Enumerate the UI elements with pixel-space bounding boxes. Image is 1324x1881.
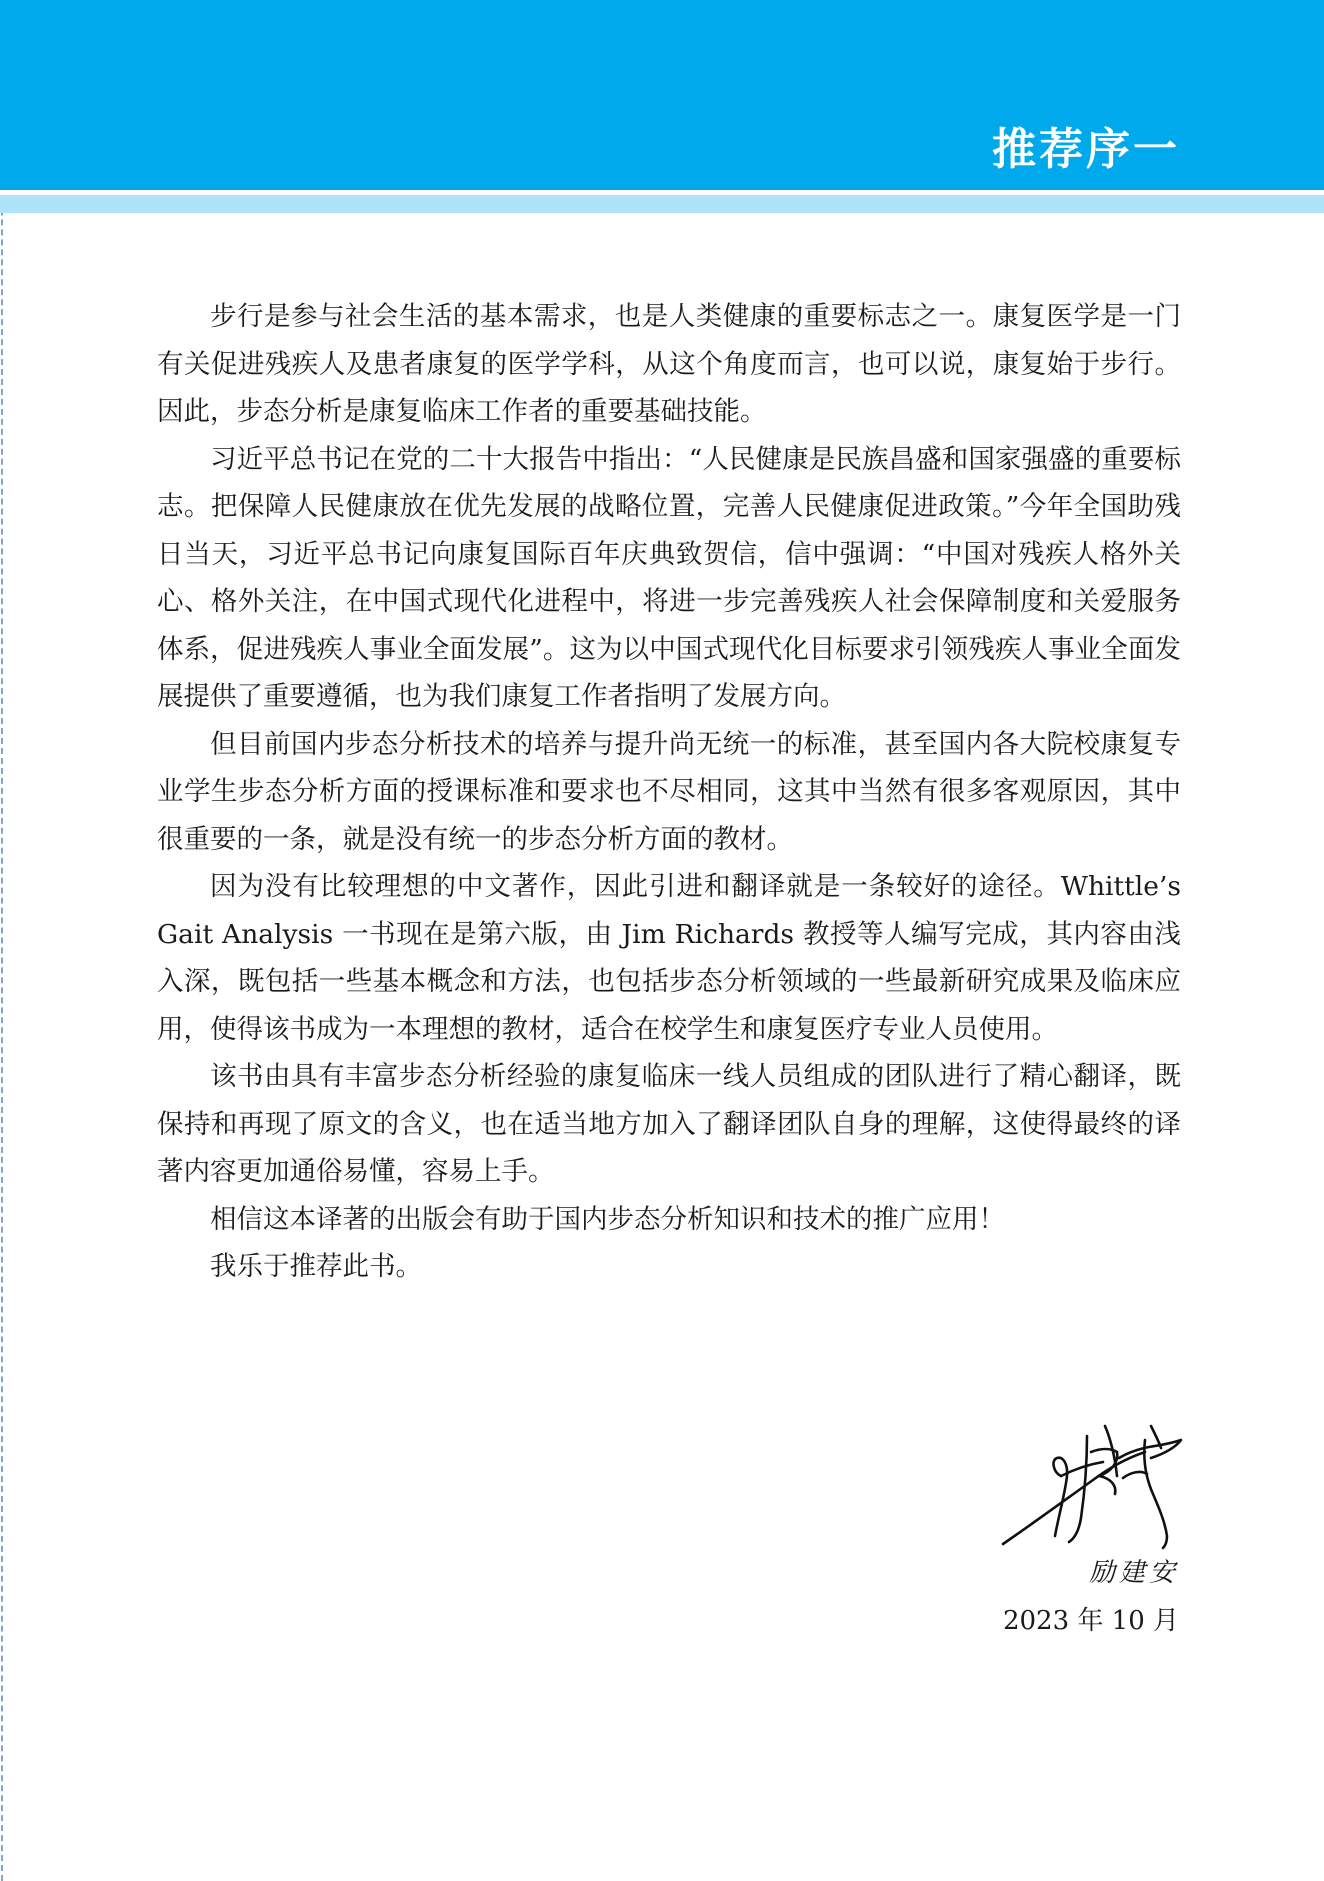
paragraph-1: 步行是参与社会生活的基本需求，也是人类健康的重要标志之一。康复医学是一门有关促进残疾人及患者康复的医学学科，从这个角度而言，也可以说，康复始于步行。因此，步态分析是康复临床工作者的重要基础技能。	[157, 301, 1181, 427]
signer-name: 励建安	[1088, 1558, 1179, 1588]
foreword-body	[157, 293, 1181, 1291]
paragraph-4: 因为没有比较理想的中文著作，因此引进和翻译就是一条较好的途径。Whittle’s Gait Analysis 一书现在是第六版，由 Jim Richards 教授等人编写完成，其内容由浅入深，既包括一些基本概念和方法，也包括步态分析领域的一些最新研究成果及临床应用，使得该书成为一本理想的教材，适合在校学生和康复医疗专业人员使用。	[157, 871, 1181, 1045]
paragraph-2: 习近平总书记在党的二十大报告中指出：“人民健康是民族昌盛和国家强盛的重要标志。把保障人民健康放在优先发展的战略位置，完善人民健康促进政策。”今年全国助残日当天，习近平总书记向康复国际百年庆典致贺信，信中强调：“中国对残疾人格外关心、格外关注，在中国式现代化进程中，将进一步完善残疾人社会保障制度和关爱服务体系，促进残疾人事业全面发展”。这为以中国式现代化目标要求引领残疾人事业全面发展提供了重要遵循，也为我们康复工作者指明了发展方向。	[157, 443, 1181, 712]
paragraph-3: 但目前国内步态分析技术的培养与提升尚无统一的标准，甚至国内各大院校康复专业学生步态分析方面的授课标准和要求也不尽相同，这其中当然有很多客观原因，其中很重要的一条，就是没有统一的步态分析方面的教材。	[157, 728, 1181, 855]
paragraph-7: 我乐于推荐此书。	[210, 1251, 422, 1282]
page-edge-guide	[1, 0, 3, 1881]
paragraph-5: 该书由具有丰富步态分析经验的康复临床一线人员组成的团队进行了精心翻译，既保持和再现了原文的含义，也在适当地方加入了翻译团队自身的理解，这使得最终的译著内容更加通俗易懂，容易上手。	[157, 1061, 1181, 1187]
signature-date: 2023 年 10 月	[1002, 1606, 1179, 1636]
handwritten-signature	[995, 1418, 1185, 1550]
paragraph-6: 相信这本译著的出版会有助于国内步态分析知识和技术的推广应用！	[210, 1203, 1005, 1235]
header-band	[0, 0, 1324, 190]
page-title: 推荐序一	[992, 124, 1180, 175]
header-stripe	[0, 195, 1324, 213]
